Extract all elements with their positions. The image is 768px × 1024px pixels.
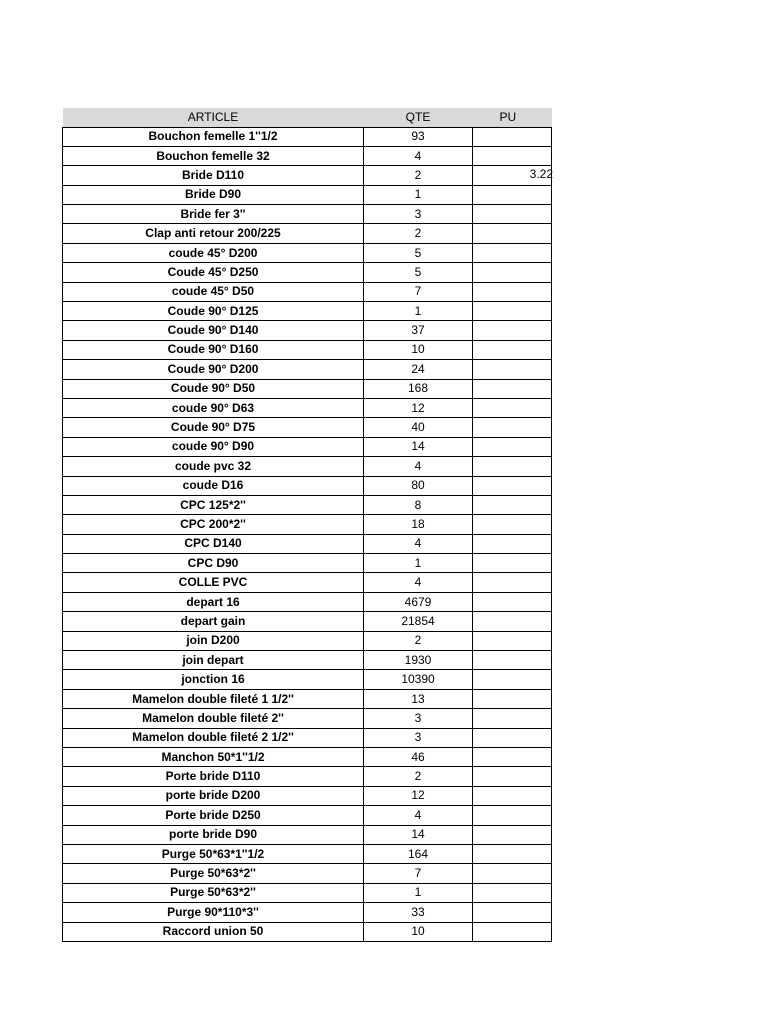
cell-qte[interactable]: 4679: [364, 592, 473, 611]
table-row: [63, 709, 552, 728]
cell-article[interactable]: coude 45° D200: [63, 243, 364, 262]
cell-article[interactable]: Purge 90*110*3'': [63, 903, 364, 922]
cell-qte[interactable]: 4: [364, 457, 473, 476]
cell-qte[interactable]: 8: [364, 495, 473, 514]
cell-article[interactable]: COLLE PVC: [63, 573, 364, 592]
cell-pu[interactable]: [473, 321, 552, 340]
cell-pu[interactable]: [473, 709, 552, 728]
table-row: [63, 573, 552, 592]
header-row: [63, 108, 552, 127]
table-row: [63, 825, 552, 844]
cell-pu[interactable]: [473, 748, 552, 767]
cell-pu[interactable]: [473, 515, 552, 534]
header-pu: PU: [499, 110, 517, 125]
table-row: [63, 205, 552, 224]
cell-pu[interactable]: [473, 883, 552, 902]
cell-article[interactable]: Coude 45° D250: [63, 263, 364, 282]
cell-qte[interactable]: 1: [364, 185, 473, 204]
table-row: [63, 612, 552, 631]
spreadsheet-sheet: [62, 108, 552, 942]
cell-article[interactable]: join D200: [63, 631, 364, 650]
table-row: [63, 515, 552, 534]
cell-article[interactable]: Bouchon femelle 1''1/2: [63, 127, 364, 146]
cell-pu[interactable]: [473, 146, 552, 165]
cell-qte[interactable]: 21854: [364, 612, 473, 631]
cell-pu[interactable]: [473, 127, 552, 146]
header-qte: QTE: [405, 110, 431, 125]
cell-pu[interactable]: [473, 689, 552, 708]
cell-qte[interactable]: 24: [364, 360, 473, 379]
cell-qte[interactable]: 10390: [364, 670, 473, 689]
cell-article[interactable]: Mamelon double fileté 1 1/2'': [63, 689, 364, 708]
cell-qte[interactable]: 40: [364, 418, 473, 437]
cell-pu[interactable]: [473, 398, 552, 417]
table-row: [63, 398, 552, 417]
cell-article[interactable]: depart 16: [63, 592, 364, 611]
cell-qte[interactable]: 5: [364, 263, 473, 282]
cell-article[interactable]: Coude 90° D200: [63, 360, 364, 379]
cell-pu[interactable]: [473, 185, 552, 204]
cell-qte[interactable]: 1930: [364, 651, 473, 670]
cell-pu[interactable]: [473, 844, 552, 863]
cell-article[interactable]: coude pvc 32: [63, 457, 364, 476]
cell-pu[interactable]: [473, 243, 552, 262]
table-row: [63, 127, 552, 146]
table-row: [63, 631, 552, 650]
cell-article[interactable]: Mamelon double fileté 2 1/2'': [63, 728, 364, 747]
cell-qte[interactable]: 10: [364, 340, 473, 359]
cell-article[interactable]: join depart: [63, 651, 364, 670]
cell-article[interactable]: CPC D90: [63, 554, 364, 573]
table-row: [63, 146, 552, 165]
cell-pu[interactable]: [473, 302, 552, 321]
cell-pu[interactable]: [473, 476, 552, 495]
cell-qte[interactable]: 13: [364, 689, 473, 708]
cell-qte[interactable]: 1: [364, 883, 473, 902]
cell-article[interactable]: coude D16: [63, 476, 364, 495]
cell-qte[interactable]: 5: [364, 243, 473, 262]
cell-qte[interactable]: 4: [364, 806, 473, 825]
table-row: [63, 418, 552, 437]
cell-pu[interactable]: [473, 864, 552, 883]
table-row: [63, 263, 552, 282]
table-row: [63, 321, 552, 340]
cell-article[interactable]: jonction 16: [63, 670, 364, 689]
cell-qte[interactable]: 2: [364, 767, 473, 786]
cell-pu[interactable]: [473, 534, 552, 553]
cell-article[interactable]: Porte bride D110: [63, 767, 364, 786]
cell-article[interactable]: CPC D140: [63, 534, 364, 553]
table-row: [63, 476, 552, 495]
table-row: [63, 728, 552, 747]
table-row: [63, 748, 552, 767]
cell-qte[interactable]: 33: [364, 903, 473, 922]
cell-qte[interactable]: 2: [364, 631, 473, 650]
table-row: [63, 883, 552, 902]
table-body: [63, 127, 552, 941]
table-row: [63, 554, 552, 573]
cell-pu[interactable]: [473, 767, 552, 786]
table-row: [63, 340, 552, 359]
table-row: [63, 495, 552, 514]
cell-pu[interactable]: [473, 495, 552, 514]
cell-pu[interactable]: [473, 205, 552, 224]
article-table: [62, 108, 552, 942]
table-row: [63, 689, 552, 708]
cell-qte[interactable]: 4: [364, 534, 473, 553]
cell-qte[interactable]: 12: [364, 786, 473, 805]
cell-pu[interactable]: [473, 418, 552, 437]
cell-article[interactable]: coude 45° D50: [63, 282, 364, 301]
cell-qte[interactable]: 2: [364, 166, 473, 185]
cell-qte[interactable]: 10: [364, 922, 473, 941]
table-row: [63, 457, 552, 476]
cell-qte[interactable]: 1: [364, 302, 473, 321]
header-article: ARTICLE: [187, 110, 239, 125]
cell-qte[interactable]: 164: [364, 844, 473, 863]
table-row: [63, 864, 552, 883]
cell-article[interactable]: Raccord union 50: [63, 922, 364, 941]
cell-article[interactable]: porte bride D200: [63, 786, 364, 805]
table-row: [63, 360, 552, 379]
table-row: [63, 534, 552, 553]
cell-article[interactable]: coude 90° D90: [63, 437, 364, 456]
cell-article[interactable]: CPC 200*2'': [63, 515, 364, 534]
cell-article[interactable]: Coude 90° D160: [63, 340, 364, 359]
cell-pu[interactable]: [473, 224, 552, 243]
cell-pu[interactable]: [473, 379, 552, 398]
cell-pu[interactable]: [473, 786, 552, 805]
cell-qte[interactable]: 14: [364, 825, 473, 844]
cell-article[interactable]: Bride D90: [63, 185, 364, 204]
cell-pu[interactable]: [473, 360, 552, 379]
cell-pu[interactable]: [473, 166, 552, 185]
table-row: [63, 767, 552, 786]
cell-article[interactable]: Coude 90° D125: [63, 302, 364, 321]
cell-qte[interactable]: 4: [364, 573, 473, 592]
cell-article[interactable]: Purge 50*63*2'': [63, 864, 364, 883]
table-row: [63, 379, 552, 398]
cell-pu-value: 3.22: [529, 167, 553, 182]
cell-pu[interactable]: [473, 573, 552, 592]
cell-article[interactable]: Manchon 50*1''1/2: [63, 748, 364, 767]
cell-article[interactable]: CPC 125*2'': [63, 495, 364, 514]
cell-article[interactable]: Mamelon double fileté 2'': [63, 709, 364, 728]
cell-article[interactable]: depart gain: [63, 612, 364, 631]
cell-article[interactable]: Coude 90° D140: [63, 321, 364, 340]
cell-qte[interactable]: 1: [364, 554, 473, 573]
table-row: [63, 806, 552, 825]
table-row: [63, 224, 552, 243]
table-row: [63, 844, 552, 863]
cell-article[interactable]: coude 90° D63: [63, 398, 364, 417]
table-row: [63, 903, 552, 922]
cell-article[interactable]: Porte bride D250: [63, 806, 364, 825]
cell-qte[interactable]: 3: [364, 728, 473, 747]
cell-article[interactable]: Purge 50*63*2'': [63, 883, 364, 902]
cell-pu[interactable]: [473, 903, 552, 922]
table-row: [63, 185, 552, 204]
cell-article[interactable]: Coude 90° D75: [63, 418, 364, 437]
cell-pu[interactable]: [473, 728, 552, 747]
cell-pu[interactable]: [473, 437, 552, 456]
cell-qte[interactable]: 7: [364, 864, 473, 883]
table-row: [63, 302, 552, 321]
cell-qte[interactable]: 14: [364, 437, 473, 456]
cell-qte[interactable]: 46: [364, 748, 473, 767]
cell-qte[interactable]: 37: [364, 321, 473, 340]
cell-pu[interactable]: [473, 592, 552, 611]
table-row: [63, 166, 552, 185]
cell-pu[interactable]: [473, 806, 552, 825]
table-row: [63, 282, 552, 301]
cell-pu[interactable]: [473, 263, 552, 282]
cell-pu[interactable]: [473, 340, 552, 359]
cell-qte[interactable]: 3: [364, 709, 473, 728]
cell-qte[interactable]: 12: [364, 398, 473, 417]
cell-qte[interactable]: 4: [364, 146, 473, 165]
cell-pu[interactable]: [473, 612, 552, 631]
table-row: [63, 243, 552, 262]
cell-qte[interactable]: 93: [364, 127, 473, 146]
cell-article[interactable]: Coude 90° D50: [63, 379, 364, 398]
cell-article[interactable]: Bouchon femelle 32: [63, 146, 364, 165]
table-row: [63, 651, 552, 670]
cell-article[interactable]: Clap anti retour 200/225: [63, 224, 364, 243]
cell-article[interactable]: porte bride D90: [63, 825, 364, 844]
table-row: [63, 437, 552, 456]
cell-article[interactable]: Bride fer 3'': [63, 205, 364, 224]
table-row: [63, 670, 552, 689]
cell-pu[interactable]: [473, 825, 552, 844]
cell-qte[interactable]: 2: [364, 224, 473, 243]
table-row: [63, 922, 552, 941]
table-row: [63, 786, 552, 805]
cell-qte[interactable]: 7: [364, 282, 473, 301]
cell-pu[interactable]: [473, 922, 552, 941]
cell-pu[interactable]: [473, 631, 552, 650]
cell-pu[interactable]: [473, 282, 552, 301]
cell-pu[interactable]: [473, 457, 552, 476]
table-row: [63, 592, 552, 611]
cell-qte[interactable]: 80: [364, 476, 473, 495]
cell-article[interactable]: Bride D110: [63, 166, 364, 185]
cell-pu[interactable]: [473, 554, 552, 573]
cell-article[interactable]: Purge 50*63*1''1/2: [63, 844, 364, 863]
cell-pu[interactable]: [473, 651, 552, 670]
cell-pu[interactable]: [473, 670, 552, 689]
cell-qte[interactable]: 3: [364, 205, 473, 224]
cell-qte[interactable]: 168: [364, 379, 473, 398]
cell-qte[interactable]: 18: [364, 515, 473, 534]
